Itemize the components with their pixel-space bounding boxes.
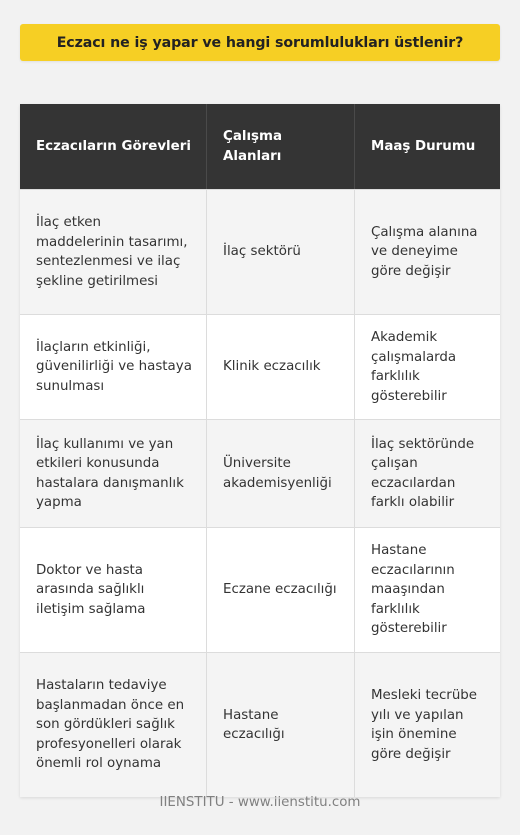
table-row [20, 528, 500, 653]
table-cell: Üniversite akademisyenliği [207, 420, 355, 527]
table-cell: Klinik eczacılık [207, 315, 355, 419]
footer-credit: IIENSTITU - www.iienstitu.com [159, 795, 361, 810]
table-header-row [20, 104, 500, 190]
table-cell: İlaç etken maddelerinin tasarımı, sentezlenmesi ve ilaç şekline getirilmesi [20, 190, 207, 314]
table-cell: İlaç sektöründe çalışan eczacılardan farklı olabilir [371, 436, 475, 510]
table-row [20, 420, 500, 528]
table-cell: Eczane eczacılığı [207, 528, 355, 652]
header-cell-salary: Maaş Durumu [371, 138, 476, 154]
table-row [20, 315, 500, 420]
table-cell: İlaçların etkinliği, güvenilirliği ve hastaya sunulması [20, 315, 207, 419]
table-row [20, 653, 500, 797]
title-banner [20, 24, 500, 61]
table-cell: İlaç sektörü [207, 190, 355, 314]
table-cell: Doktor ve hasta arasında sağlıklı iletişim sağlama [20, 528, 207, 652]
header-cell-tasks: Eczacıların Görevleri [20, 104, 207, 189]
table-cell: Çalışma alanına ve deneyime göre değişir [371, 224, 478, 279]
data-table [20, 104, 500, 797]
table-cell: Hastane eczacılığı [207, 653, 355, 797]
table-cell: Mesleki tecrübe yılı ve yapılan işin önemine göre değişir [371, 688, 478, 762]
table-cell: İlaç kullanımı ve yan etkileri konusunda hastalara danışmanlık yapma [20, 420, 207, 527]
table-cell: Hastaların tedaviye başlanmadan önce en son gördükleri sağlık profesyonelleri olarak önemli rol oynama [20, 653, 207, 797]
table-cell: Hastane eczacılarının maaşından farklılık gösterebilir [371, 543, 455, 637]
table-cell: Akademik çalışmalarda farklılık gösterebilir [371, 330, 457, 404]
table-row [20, 190, 500, 315]
page-title: Eczacı ne iş yapar ve hangi sorumlulukları üstlenir? [56, 34, 464, 51]
header-cell-work-areas: Çalışma Alanları [207, 104, 355, 189]
